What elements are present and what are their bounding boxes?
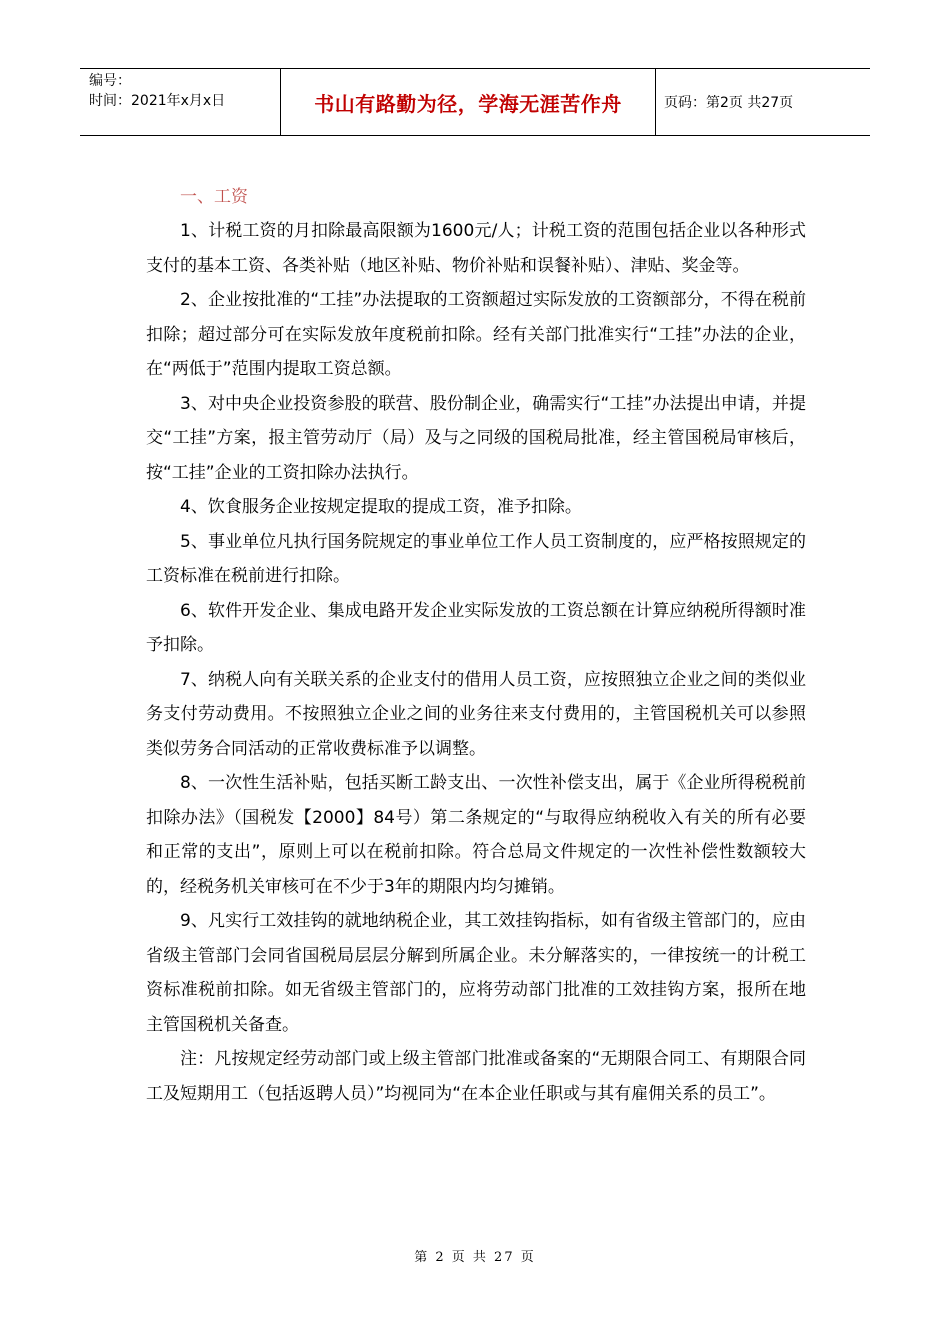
header-page-info: 页码：第2页 共27页	[664, 95, 794, 111]
paragraph: 6、软件开发企业、集成电路开发企业实际发放的工资总额在计算应纳税所得额时准予扣除。	[146, 600, 806, 655]
paragraph: 7、纳税人向有关联关系的企业支付的借用人员工资，应按照独立企业之间的类似业务支付劳动费用。不按照独立企业之间的业务往来支付费用的，主管国税机关可以参照类似劳务合同活动的正常收费标准予以调整。	[146, 669, 806, 759]
document-number-label: 编号：	[89, 73, 131, 89]
header-motto: 书山有路勤为径，学海无涯苦作舟	[281, 69, 656, 135]
section-title: 一、工资	[180, 187, 248, 207]
page-footer: 第 2 页 共 27 页	[414, 1250, 536, 1265]
paragraph: 4、饮食服务企业按规定提取的提成工资，准予扣除。	[180, 497, 582, 517]
page-header	[80, 68, 870, 136]
document-body	[146, 180, 806, 1111]
note-paragraph: 注：凡按规定经劳动部门或上级主管部门批准或备案的“无期限合同工、有期限合同工及短期用工（包括返聘人员）”均视同为“在本企业任职或与其有雇佣关系的员工”。	[146, 1049, 806, 1104]
paragraph: 2、企业按批准的“工挂”办法提取的工资额超过实际发放的工资额部分，不得在税前扣除；超过部分可在实际发放年度税前扣除。经有关部门批准实行“工挂”办法的企业，在“两低于”范围内提取工资总额。	[146, 290, 806, 379]
document-date-label: 时间：2021年x月x日	[89, 93, 226, 109]
paragraph: 5、事业单位凡执行国务院规定的事业单位工作人员工资制度的，应严格按照规定的工资标准在税前进行扣除。	[146, 531, 806, 586]
paragraph: 1、计税工资的月扣除最高限额为1600元/人；计税工资的范围包括企业以各种形式支付的基本工资、各类补贴（地区补贴、物价补贴和误餐补贴）、津贴、奖金等。	[146, 221, 806, 276]
header-meta-cell	[80, 69, 281, 135]
paragraph: 3、对中央企业投资参股的联营、股份制企业，确需实行“工挂”办法提出申请，并提交“工挂”方案，报主管劳动厅（局）及与之同级的国税局批准，经主管国税局审核后，按“工挂”企业的工资扣除办法执行。	[146, 393, 806, 483]
paragraph: 9、凡实行工效挂钩的就地纳税企业，其工效挂钩指标，如有省级主管部门的，应由省级主管部门会同省国税局层层分解到所属企业。未分解落实的，一律按统一的计税工资标准税前扣除。如无省级主管部门的，应将劳动部门批准的工效挂钩方案，报所在地主管国税机关备查。	[146, 911, 806, 1035]
paragraph: 8、一次性生活补贴，包括买断工龄支出、一次性补偿支出，属于《企业所得税税前扣除办法》（国税发【2000】84号）第二条规定的“与取得应纳税收入有关的所有必要和正常的支出”，原则上可以在税前扣除。符合总局文件规定的一次性补偿性数额较大的，经税务机关审核可在不少于3年的期限内均匀摊销。	[146, 773, 806, 897]
